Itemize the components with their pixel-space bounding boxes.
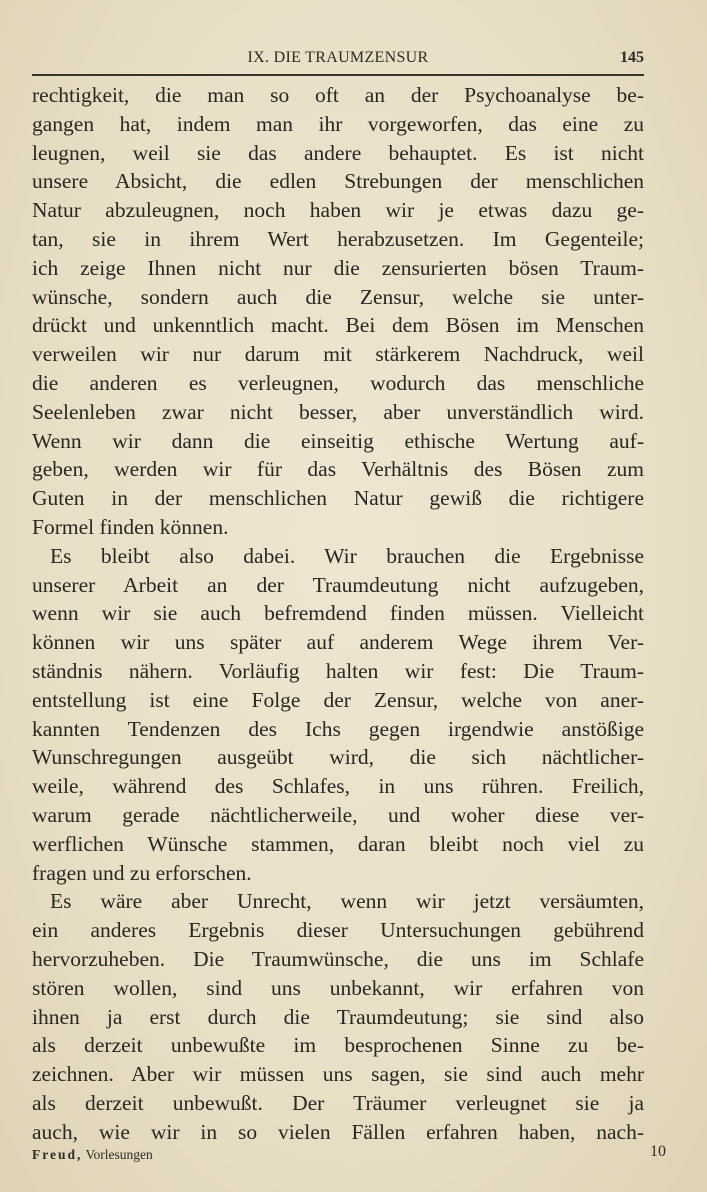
text-line: als derzeit unbewußte im besprochenen Sinne zu be- <box>32 1033 644 1058</box>
text-line: warum gerade nächtlicherweile, und woher diese ver- <box>32 802 644 827</box>
text-line: tan, sie in ihrem Wert herabzusetzen. Im Gegenteile; <box>32 226 644 251</box>
text-line: verweilen wir nur darum mit stärkerem Nachdruck, weil <box>32 342 644 367</box>
signature-title: Vorlesungen <box>85 1147 153 1162</box>
printer-signature <box>32 1147 153 1163</box>
text-line: unsere Absicht, die edlen Strebungen der menschlichen <box>32 169 644 194</box>
text-line: rechtigkeit, die man so oft an der Psychoanalyse be- <box>32 83 644 107</box>
text-line: auch, wie wir in so vielen Fällen erfahren haben, nach- <box>32 1119 644 1144</box>
running-head: IX. DIE TRAUMZENSUR <box>247 49 429 66</box>
text-line: Es bleibt also dabei. Wir brauchen die Ergebnisse <box>50 543 644 568</box>
text-line: Formel finden können. <box>32 514 229 539</box>
text-line: ständnis nähern. Vorläufig halten wir fest: Die Traum- <box>32 658 644 683</box>
text-line: hervorzuheben. Die Traumwünsche, die uns im Schlafe <box>32 946 644 971</box>
text-line: leugnen, weil sie das andere behauptet. Es ist nicht <box>32 140 644 165</box>
signature-number: 10 <box>650 1143 666 1160</box>
text-line: zeichnen. Aber wir müssen uns sagen, sie sind auch mehr <box>32 1062 644 1087</box>
text-line: Wunschregungen ausgeübt wird, die sich nächtlicher- <box>32 745 644 770</box>
text-line: fragen und zu erforschen. <box>32 860 252 885</box>
text-line: ein anderes Ergebnis dieser Untersuchungen gebührend <box>32 918 644 943</box>
text-line: wenn wir sie auch befremdend finden müssen. Vielleicht <box>32 601 644 626</box>
text-line: unserer Arbeit an der Traumdeutung nicht aufzugeben, <box>32 572 644 597</box>
text-line: Guten in der menschlichen Natur gewiß die richtigere <box>32 486 644 511</box>
text-line: drückt und unkenntlich macht. Bei dem Bösen im Menschen <box>32 313 644 338</box>
text-line: Wenn wir dann die einseitig ethische Wertung auf- <box>32 428 644 453</box>
body-text <box>32 81 644 1146</box>
text-line: Seelenleben zwar nicht besser, aber unverständlich wird. <box>32 399 644 424</box>
text-line: ich zeige Ihnen nicht nur die zensurierten bösen Traum- <box>32 255 644 280</box>
text-line: werflichen Wünsche stammen, daran bleibt noch viel zu <box>32 831 644 856</box>
signature-author: Freud, <box>32 1147 83 1162</box>
text-line: Natur abzuleugnen, noch haben wir je etwas dazu ge- <box>32 198 644 223</box>
header-rule <box>32 74 644 76</box>
text-line: können wir uns später auf anderem Wege ihrem Ver- <box>32 630 644 655</box>
text-line: ihnen ja erst durch die Traumdeutung; sie sind also <box>32 1004 644 1029</box>
text-line: wünsche, sondern auch die Zensur, welche sie unter- <box>32 284 644 309</box>
text-line: gangen hat, indem man ihr vorgeworfen, das eine zu <box>32 111 644 136</box>
text-line: stören wollen, sind uns unbekannt, wir erfahren von <box>32 975 644 1000</box>
page-number: 145 <box>620 49 644 66</box>
text-line: die anderen es verleugnen, wodurch das menschliche <box>32 370 644 395</box>
text-line: entstellung ist eine Folge der Zensur, welche von aner- <box>32 687 644 712</box>
text-line: als derzeit unbewußt. Der Träumer verleugnet sie ja <box>32 1090 644 1115</box>
page-header <box>32 46 644 72</box>
text-line: kannten Tendenzen des Ichs gegen irgendwie anstößige <box>32 716 644 741</box>
text-line: Es wäre aber Unrecht, wenn wir jetzt versäumten, <box>50 889 644 914</box>
text-line: geben, werden wir für das Verhältnis des Bösen zum <box>32 457 644 482</box>
text-line: weile, während des Schlafes, in uns rühren. Freilich, <box>32 774 644 799</box>
